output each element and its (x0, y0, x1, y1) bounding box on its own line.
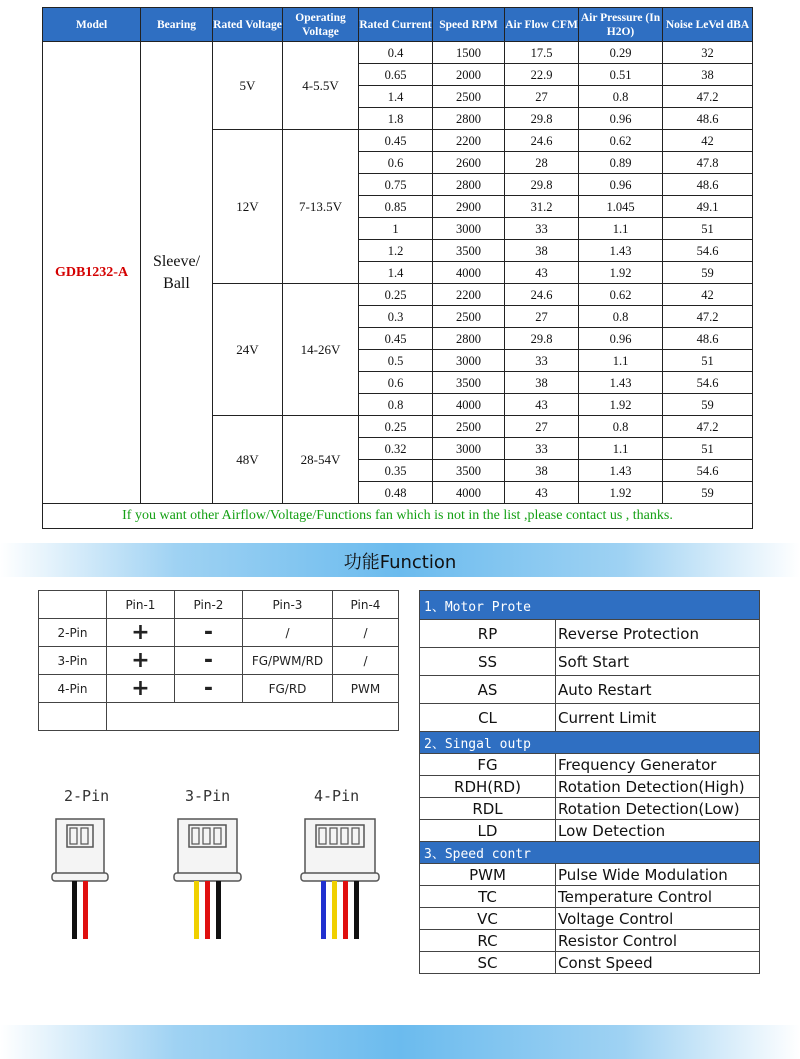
function-code: RC (420, 930, 556, 952)
spec-header-cell: Rated Current (359, 8, 433, 42)
function-group-header (420, 591, 760, 620)
function-row (420, 798, 760, 820)
pin-row (39, 647, 399, 675)
spec-value-cell: 1.1 (579, 350, 663, 372)
spec-header-cell: Model (43, 8, 141, 42)
spec-value-cell: 0.5 (359, 350, 433, 372)
rated-voltage-cell: 24V (213, 284, 283, 416)
spec-value-cell: 1.92 (579, 262, 663, 284)
spec-value-cell: 3500 (433, 460, 505, 482)
pin-header-cell: Pin-2 (175, 591, 243, 619)
function-code: AS (420, 676, 556, 704)
section-title: 功能Function (343, 552, 457, 573)
spec-value-cell: 1.43 (579, 372, 663, 394)
function-desc: Voltage Control (556, 908, 760, 930)
spec-value-cell: 51 (663, 350, 753, 372)
spec-value-cell: 2900 (433, 196, 505, 218)
spec-value-cell: 2800 (433, 174, 505, 196)
pin-cell: FG/RD (243, 675, 333, 703)
spec-value-cell: 2800 (433, 328, 505, 350)
pin-row (39, 619, 399, 647)
spec-table (42, 7, 753, 529)
spec-row (43, 42, 753, 64)
spec-value-cell: 0.3 (359, 306, 433, 328)
note-row (43, 504, 753, 529)
rated-voltage-cell: 48V (213, 416, 283, 504)
spec-value-cell: 0.51 (579, 64, 663, 86)
function-code: RDL (420, 798, 556, 820)
spec-value-cell: 3000 (433, 350, 505, 372)
pin-cell: + (107, 619, 175, 647)
pin-empty-row (39, 703, 399, 731)
spec-value-cell: 2000 (433, 64, 505, 86)
pin-cell: / (333, 619, 399, 647)
spec-header-cell: Air Pressure (In H2O) (579, 8, 663, 42)
pin-cell: + (107, 647, 175, 675)
function-code: RDH(RD) (420, 776, 556, 798)
spec-value-cell: 2200 (433, 130, 505, 152)
pin-cell: - (175, 619, 243, 647)
bottom-banner (0, 1025, 800, 1059)
spec-value-cell: 0.8 (359, 394, 433, 416)
spec-value-cell: 3500 (433, 372, 505, 394)
spec-value-cell: 38 (663, 64, 753, 86)
spec-value-cell: 1.045 (579, 196, 663, 218)
spec-value-cell: 1.92 (579, 482, 663, 504)
function-row (420, 908, 760, 930)
function-desc: Temperature Control (556, 886, 760, 908)
spec-value-cell: 33 (505, 350, 579, 372)
spec-value-cell: 28 (505, 152, 579, 174)
function-row (420, 704, 760, 732)
spec-value-cell: 38 (505, 372, 579, 394)
spec-value-cell: 0.62 (579, 130, 663, 152)
pin-cell: + (107, 675, 175, 703)
pin-cell: 4-Pin (39, 675, 107, 703)
function-desc: Current Limit (556, 704, 760, 732)
spec-value-cell: 59 (663, 482, 753, 504)
function-row (420, 676, 760, 704)
function-code: RP (420, 620, 556, 648)
spec-value-cell: 0.6 (359, 372, 433, 394)
function-group-title: 1、Motor Prote (420, 591, 760, 620)
pin-empty-cell (39, 703, 107, 731)
spec-header-cell: Rated Voltage (213, 8, 283, 42)
spec-value-cell: 48.6 (663, 174, 753, 196)
function-row (420, 886, 760, 908)
rated-voltage-cell: 12V (213, 130, 283, 284)
spec-value-cell: 0.75 (359, 174, 433, 196)
spec-value-cell: 2200 (433, 284, 505, 306)
function-row (420, 864, 760, 886)
spec-value-cell: 24.6 (505, 284, 579, 306)
connector-label: 3-Pin (185, 787, 231, 805)
spec-value-cell: 2500 (433, 86, 505, 108)
spec-value-cell: 47.2 (663, 86, 753, 108)
pin-cell: 2-Pin (39, 619, 107, 647)
function-desc: Soft Start (556, 648, 760, 676)
spec-value-cell: 33 (505, 438, 579, 460)
spec-value-cell: 1.1 (579, 218, 663, 240)
function-code: TC (420, 886, 556, 908)
spec-value-cell: 59 (663, 262, 753, 284)
function-code: SC (420, 952, 556, 974)
spec-value-cell: 1 (359, 218, 433, 240)
function-desc: Low Detection (556, 820, 760, 842)
spec-value-cell: 1.43 (579, 460, 663, 482)
pin-empty-cell (107, 703, 399, 731)
pin-cell: PWM (333, 675, 399, 703)
spec-value-cell: 1.4 (359, 86, 433, 108)
function-desc: Const Speed (556, 952, 760, 974)
spec-body (43, 42, 753, 529)
function-code: PWM (420, 864, 556, 886)
spec-value-cell: 0.62 (579, 284, 663, 306)
spec-value-cell: 1500 (433, 42, 505, 64)
spec-value-cell: 38 (505, 460, 579, 482)
spec-header-row (43, 8, 753, 42)
spec-value-cell: 54.6 (663, 460, 753, 482)
spec-value-cell: 48.6 (663, 328, 753, 350)
pin-header-row (39, 591, 399, 619)
spec-value-cell: 4000 (433, 262, 505, 284)
function-desc: Pulse Wide Modulation (556, 864, 760, 886)
spec-value-cell: 47.8 (663, 152, 753, 174)
spec-header-cell: Operating Voltage (283, 8, 359, 42)
spec-value-cell: 0.8 (579, 306, 663, 328)
function-row (420, 820, 760, 842)
function-code: FG (420, 754, 556, 776)
spec-value-cell: 0.25 (359, 284, 433, 306)
spec-value-cell: 32 (663, 42, 753, 64)
spec-value-cell: 29.8 (505, 328, 579, 350)
function-group-title: 2、Singal outp (420, 732, 760, 754)
spec-value-cell: 0.89 (579, 152, 663, 174)
pin-table (38, 590, 399, 731)
spec-value-cell: 27 (505, 306, 579, 328)
spec-value-cell: 1.4 (359, 262, 433, 284)
rated-voltage-cell: 5V (213, 42, 283, 130)
spec-value-cell: 0.96 (579, 328, 663, 350)
note-text: If you want other Airflow/Voltage/Functions fan which is not in the list ,please contact us , thanks. (43, 504, 753, 529)
spec-value-cell: 3000 (433, 218, 505, 240)
spec-value-cell: 51 (663, 218, 753, 240)
function-table (419, 590, 760, 974)
spec-value-cell: 42 (663, 130, 753, 152)
spec-value-cell: 49.1 (663, 196, 753, 218)
spec-value-cell: 1.1 (579, 438, 663, 460)
spec-value-cell: 31.2 (505, 196, 579, 218)
pin-cell: - (175, 675, 243, 703)
spec-value-cell: 0.8 (579, 86, 663, 108)
spec-value-cell: 48.6 (663, 108, 753, 130)
model-cell: GDB1232-A (43, 42, 141, 504)
function-row (420, 754, 760, 776)
function-row (420, 776, 760, 798)
spec-value-cell: 27 (505, 416, 579, 438)
spec-value-cell: 43 (505, 482, 579, 504)
function-code: VC (420, 908, 556, 930)
spec-value-cell: 43 (505, 262, 579, 284)
spec-value-cell: 2600 (433, 152, 505, 174)
operating-voltage-cell: 7-13.5V (283, 130, 359, 284)
spec-value-cell: 47.2 (663, 416, 753, 438)
pin-row (39, 675, 399, 703)
spec-header-cell: Air Flow CFM (505, 8, 579, 42)
spec-value-cell: 2800 (433, 108, 505, 130)
connector-label: 4-Pin (314, 787, 360, 805)
spec-value-cell: 22.9 (505, 64, 579, 86)
spec-value-cell: 0.29 (579, 42, 663, 64)
spec-value-cell: 0.6 (359, 152, 433, 174)
function-desc: Reverse Protection (556, 620, 760, 648)
operating-voltage-cell: 28-54V (283, 416, 359, 504)
pin-cell: / (243, 619, 333, 647)
function-code: SS (420, 648, 556, 676)
spec-value-cell: 0.45 (359, 130, 433, 152)
pin-header-cell: Pin-3 (243, 591, 333, 619)
spec-value-cell: 51 (663, 438, 753, 460)
pin-cell: FG/PWM/RD (243, 647, 333, 675)
spec-value-cell: 0.48 (359, 482, 433, 504)
spec-value-cell: 54.6 (663, 372, 753, 394)
spec-value-cell: 2500 (433, 416, 505, 438)
spec-value-cell: 0.85 (359, 196, 433, 218)
spec-value-cell: 3000 (433, 438, 505, 460)
spec-value-cell: 4000 (433, 482, 505, 504)
spec-header-cell: Bearing (141, 8, 213, 42)
spec-value-cell: 38 (505, 240, 579, 262)
spec-header-cell: Speed RPM (433, 8, 505, 42)
connector-2-pin (46, 815, 114, 945)
function-group-header (420, 842, 760, 864)
function-desc: Rotation Detection(Low) (556, 798, 760, 820)
function-code: LD (420, 820, 556, 842)
spec-value-cell: 24.6 (505, 130, 579, 152)
spec-value-cell: 54.6 (663, 240, 753, 262)
spec-value-cell: 29.8 (505, 174, 579, 196)
pin-header-cell: Pin-1 (107, 591, 175, 619)
function-row (420, 648, 760, 676)
spec-value-cell: 0.32 (359, 438, 433, 460)
connector-4-pin (295, 815, 385, 945)
spec-value-cell: 27 (505, 86, 579, 108)
spec-value-cell: 1.2 (359, 240, 433, 262)
spec-value-cell: 0.8 (579, 416, 663, 438)
operating-voltage-cell: 4-5.5V (283, 42, 359, 130)
operating-voltage-cell: 14-26V (283, 284, 359, 416)
function-row (420, 930, 760, 952)
pin-header-cell: Pin-4 (333, 591, 399, 619)
spec-value-cell: 0.65 (359, 64, 433, 86)
spec-value-cell: 1.8 (359, 108, 433, 130)
spec-value-cell: 0.96 (579, 108, 663, 130)
pin-cell: - (175, 647, 243, 675)
function-row (420, 952, 760, 974)
spec-value-cell: 0.25 (359, 416, 433, 438)
spec-value-cell: 0.4 (359, 42, 433, 64)
pin-cell: / (333, 647, 399, 675)
spec-value-cell: 0.45 (359, 328, 433, 350)
spec-value-cell: 2500 (433, 306, 505, 328)
spec-header-cell: Noise LeVel dBA (663, 8, 753, 42)
spec-value-cell: 1.43 (579, 240, 663, 262)
spec-value-cell: 59 (663, 394, 753, 416)
function-desc: Auto Restart (556, 676, 760, 704)
spec-value-cell: 4000 (433, 394, 505, 416)
pin-cell: 3-Pin (39, 647, 107, 675)
spec-value-cell: 42 (663, 284, 753, 306)
spec-value-cell: 33 (505, 218, 579, 240)
function-row (420, 620, 760, 648)
spec-value-cell: 3500 (433, 240, 505, 262)
pin-header-cell (39, 591, 107, 619)
spec-value-cell: 1.92 (579, 394, 663, 416)
function-desc: Resistor Control (556, 930, 760, 952)
spec-value-cell: 0.35 (359, 460, 433, 482)
spec-value-cell: 47.2 (663, 306, 753, 328)
spec-value-cell: 29.8 (505, 108, 579, 130)
spec-value-cell: 17.5 (505, 42, 579, 64)
function-code: CL (420, 704, 556, 732)
function-desc: Rotation Detection(High) (556, 776, 760, 798)
connector-label: 2-Pin (64, 787, 110, 805)
connector-3-pin (168, 815, 247, 945)
function-group-header (420, 732, 760, 754)
function-desc: Frequency Generator (556, 754, 760, 776)
function-group-title: 3、Speed contr (420, 842, 760, 864)
spec-value-cell: 0.96 (579, 174, 663, 196)
spec-value-cell: 43 (505, 394, 579, 416)
bearing-cell: Sleeve/ Ball (141, 42, 213, 504)
